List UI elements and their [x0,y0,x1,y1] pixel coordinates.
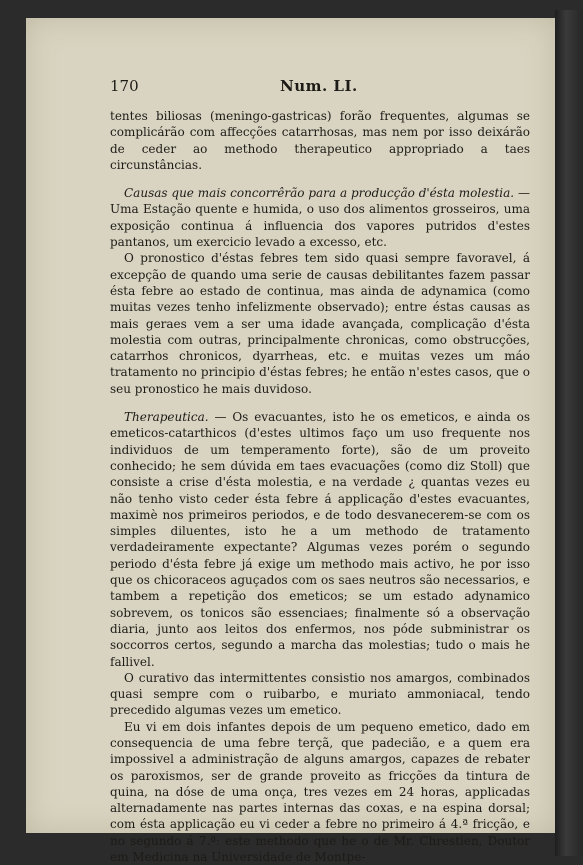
paragraph-text: tentes biliosas (meningo-gastricas) forão frequentes, algumas se complicárão com affecções catarrhosas, mas nem por isso deixárão de ceder ao methodo therapeutico appropriado a taes circunstâncias. [110,109,530,172]
paragraph-prognosis [110,250,530,397]
paragraph-text: — Uma Estação quente e humida, o uso dos alimentos grosseiros, uma exposição continua á influencia dos vapores putridos d'estes pantanos, um exercicio levado a excesso, etc. [110,186,530,250]
paragraph-therapeutics [110,409,530,670]
section-heading-therapeutics: Therapeutica. [124,410,209,425]
page-header [110,78,530,102]
paragraph-continuation [110,108,530,173]
section-heading-causes: Causas que mais concorrêrão para a producção d'ésta molestia. [124,186,515,201]
page-number: 170 [110,77,139,95]
page-text-block [110,78,530,865]
paragraph-text: — Os evacuantes, isto he os emeticos, e ainda os emeticos-catarthicos (d'estes ultimos faço um uso frequente nos individuos de um temperamento forte), são de um proveito conhecido; he sem dúvida em taes evacuações (como diz Stoll) que consiste a crise d'ésta molestia, e na verdade ¿ quantas vezes eu não tenho visto ceder ésta febre á applicação d'estes evacuantes, maximè nos primeiros periodos, e de todo desvanecerem-se com os simples diluentes, isto he a um methodo de tratamento verdadeiramente expectante? Algumas vezes porém o segundo periodo d'ésta febre já exige um methodo mais activo, he por isso que os chicoraceos aguçados com os saes neutros são necessarios, e tambem a repetição dos emeticos; se um estado adynamico sobrevem, os tonicos são essenciaes; finalmente só a observação diaria, junto aos leitos dos enfermos, nos póde subministrar os soccorros certos, segundo a marcha das molestias; tudo o mais he fallivel. [110,410,530,669]
book-spine [555,10,583,856]
paragraph-text: O curativo das intermittentes consistio nos amargos, combinados quasi sempre com o ruibarbo, e muriato ammoniacal, tendo precedido algumas vezes um emetico. [110,670,530,718]
paragraph-text: Eu vi em dois infantes depois de um pequeno emetico, dado em consequencia de uma febre terçã, que padecião, e a quem era impossivel a administração de alguns amargos, capazes de rebater os paroxismos, ser de grande proveito as fricções da tintura de quina, na dóse de uma onça, tres vezes em 24 horas, applicadas alternadamente nas partes internas das coxas, e na espina dorsal; com ésta applicação eu vi ceder a febre no primeiro á 4.ª fricção, e no segundo á 7.ª: este methodo que he o de Mr. Chrestien, Doutor em Medicina na Universidade de Montpe- [110,719,530,865]
paragraph-text: O pronostico d'éstas febres tem sido quasi sempre favoravel, á excepção de quando uma serie de causas debilitantes fazem passar ésta febre ao estado de continua, mas ainda de adynamica (como muitas vezes tenho infelizmente observado); entre éstas causas as mais geraes vem a ser uma idade avançada, complicação d'ésta molestia com outras, principalmente chronicas, como obstrucções, catarrhos chronicos, dyarrheas, etc. e muitas vezes um máo tratamento no principio d'éstas febres; he então n'estes casos, que o seu pronostico he mais duvidoso. [110,251,530,396]
paragraph-infants [110,719,530,865]
paragraph-causes [110,185,530,250]
running-title: Num. LI. [280,77,358,95]
paragraph-intermittents [110,670,530,719]
